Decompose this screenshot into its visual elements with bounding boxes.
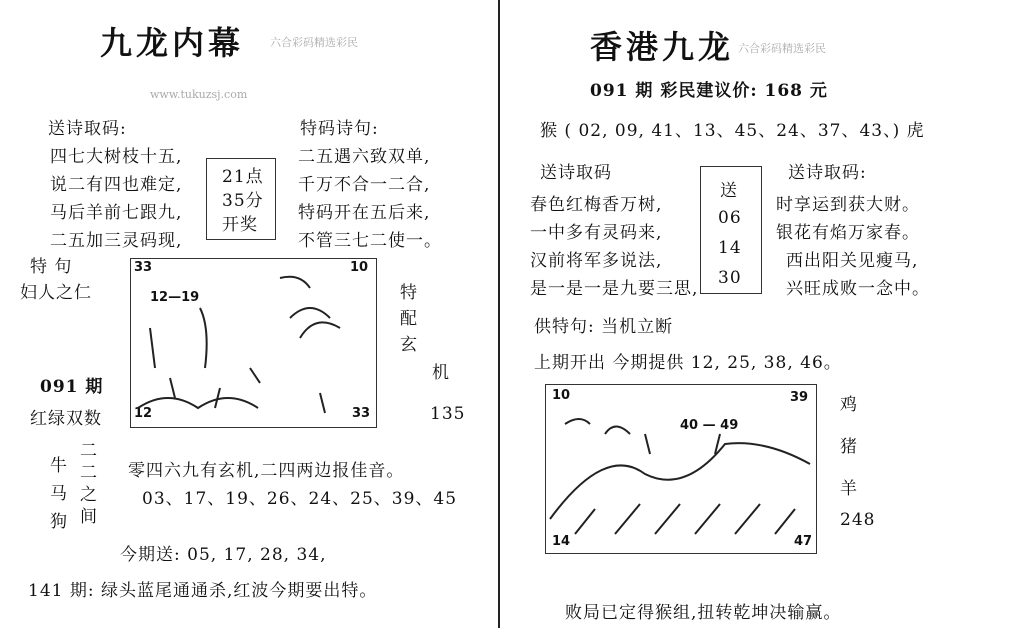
left-title: 九龙内幕 [100, 24, 245, 62]
code-poem-line: 二五遇六致双单, [298, 147, 431, 167]
glyph: 之 [80, 485, 98, 505]
animal: 马 [50, 484, 68, 504]
right-poem-right-line: 西出阳关见瘦马, [786, 251, 919, 271]
animal: 鸡 [840, 395, 858, 415]
code-poem-line: 不管三七二使一。 [298, 231, 442, 251]
send-line: 今期送: 05, 17, 28, 34, [120, 545, 327, 565]
time-box-line: 21点 [222, 167, 264, 187]
left-poem-header: 送诗取码: [48, 119, 127, 139]
left-code-poem-header: 特码诗句: [300, 119, 379, 139]
left-pic-num-tl: 33 [134, 260, 153, 275]
number-248: 248 [840, 510, 876, 530]
animal: 狗 [50, 512, 68, 532]
left-pic-num-bl: 12 [134, 406, 153, 421]
left-issue: 091 期 [40, 377, 104, 397]
left-sketch [130, 258, 375, 426]
glyph: 二 [80, 441, 98, 461]
monkey-line: 猴 ( 02, 09, 41、13、45、24、37、43、) 虎 [540, 121, 925, 141]
number-135: 135 [430, 404, 466, 424]
right-animals [840, 384, 858, 510]
send-box-item: 14 [718, 238, 742, 258]
right-poem-right-line: 时享运到获大财。 [776, 195, 920, 215]
panel-divider [498, 0, 500, 628]
animal: 羊 [840, 479, 858, 499]
right-poem-left-line: 一中多有灵码来, [530, 223, 663, 243]
send-box-item: 30 [718, 268, 742, 288]
right-subtitle: 六合彩码精选彩民 [738, 42, 826, 55]
special-label: 特 句 [30, 257, 73, 277]
send-box-item: 送 [720, 181, 738, 201]
glyph-column [80, 440, 98, 528]
last-issue-line: 上期开出 今期提供 12, 25, 38, 46。 [534, 353, 842, 373]
left-poem-line: 说二有四也难定, [50, 175, 183, 195]
right-pic-num-tr: 39 [790, 390, 809, 405]
vert-char: 配 [400, 309, 418, 329]
time-box-line: 开奖 [222, 215, 258, 235]
left-pic-num-mid: 12—19 [150, 290, 200, 305]
left-poem-line: 马后羊前七跟九, [50, 203, 183, 223]
right-poem-header-right: 送诗取码: [788, 163, 867, 183]
issue-141-line: 141 期: 绿头蓝尾通通杀,红波今期要出特。 [28, 581, 378, 601]
right-title: 香港九龙 [590, 28, 735, 66]
right-pic-num-tl: 10 [552, 388, 571, 403]
code-poem-line: 特码开在五后来, [298, 203, 431, 223]
special-phrase: 妇人之仁 [20, 283, 92, 303]
left-poem-line: 二五加三灵码现, [50, 231, 183, 251]
glyph: 间 [80, 507, 98, 527]
red-green-label: 红绿双数 [30, 409, 102, 429]
right-pic-num-bl: 14 [552, 534, 571, 549]
glyph: 二 [80, 463, 98, 483]
numbers-line: 03、17、19、26、24、25、39、45 [142, 489, 458, 509]
right-pic-num-mid: 40 — 49 [680, 418, 739, 433]
special-vertical [400, 280, 418, 358]
right-poem-right-line: 兴旺成败一念中。 [786, 279, 930, 299]
send-box-item: 06 [718, 208, 742, 228]
vert-char: 玄 [400, 335, 418, 355]
bottom-line: 败局已定得猴组,扭转乾坤决输赢。 [565, 603, 842, 623]
right-poem-header-left: 送诗取码 [540, 163, 612, 183]
left-poem-line: 四七大树枝十五, [50, 147, 183, 167]
special-verse: 供特句: 当机立断 [534, 317, 674, 337]
left-url: www.tukuzsj.com [150, 88, 248, 101]
ji-label: 机 [432, 363, 450, 383]
animal: 猪 [840, 437, 858, 457]
hint-line: 零四六九有玄机,二四两边报佳音。 [128, 461, 405, 481]
left-animals [50, 452, 68, 536]
right-sketch [545, 384, 815, 552]
right-poem-left-line: 春色红梅香万树, [530, 195, 663, 215]
animal: 牛 [50, 456, 68, 476]
right-poem-right-line: 银花有焰万家春。 [776, 223, 920, 243]
right-pic-num-br: 47 [794, 534, 813, 549]
right-poem-left-line: 汉前将军多说法, [530, 251, 663, 271]
left-pic-num-tr: 10 [350, 260, 369, 275]
left-pic-num-br: 33 [352, 406, 371, 421]
code-poem-line: 千万不合一二合, [298, 175, 431, 195]
right-issue-price: 091 期 彩民建议价: 168 元 [590, 81, 828, 101]
left-subtitle: 六合彩码精选彩民 [270, 36, 358, 49]
vert-char: 特 [400, 283, 418, 303]
time-box-line: 35分 [222, 191, 264, 211]
right-poem-left-line: 是一是一是九要三思, [530, 279, 699, 299]
